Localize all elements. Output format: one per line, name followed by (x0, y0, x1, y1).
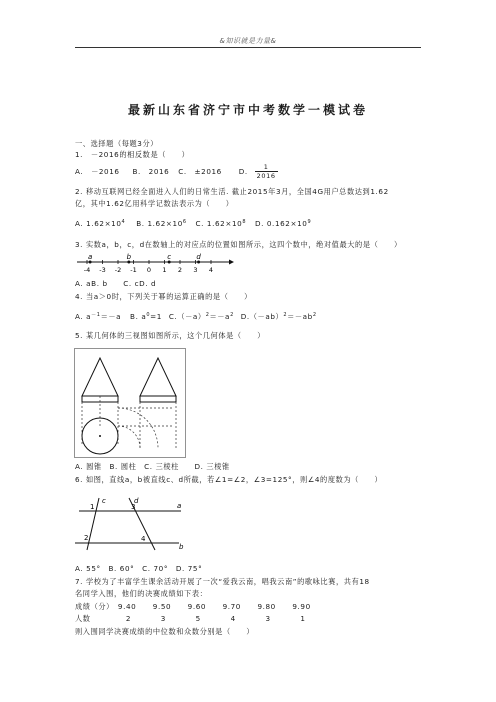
q4-option-c: $C.(-a)^2=-a^2$ (168, 312, 234, 321)
side-view-base (140, 396, 176, 402)
front-view-triangle (82, 358, 118, 396)
score-cell: 9.60 (187, 602, 207, 611)
q1-option-b: B. 2016 (132, 166, 170, 176)
number-line-point-label: b (126, 253, 132, 261)
label-d: d (134, 497, 139, 505)
side-view-triangle (140, 358, 176, 396)
row-label-score: 成绩（分） (75, 602, 114, 611)
figure-border (75, 349, 186, 458)
q2-stem-line2: 亿，其中1.62亿用科学记数法表示为（ ） (75, 199, 234, 208)
number-line-figure (75, 253, 235, 275)
projection-arc (118, 426, 140, 448)
score-cell: 9.80 (257, 602, 276, 611)
q5-options: A. 圆锥 B. 圆柱 C. 三棱柱 D. 三棱锥 (75, 462, 230, 471)
number-line-tick-label: 0 (146, 266, 152, 274)
score-table-row-counts (75, 614, 332, 624)
exam-title: 最新山东省济宁市中考数学一模试卷 (127, 103, 368, 117)
fraction-numerator: 1 (255, 163, 278, 172)
number-line-tick-label: 2 (177, 266, 183, 274)
score-cell: 9.90 (292, 602, 311, 611)
angle-3-label: 3 (131, 503, 136, 511)
q1-options (75, 163, 278, 180)
count-cell: 3 (160, 614, 166, 623)
number-line-tick-label: -4 (83, 266, 91, 274)
q7-question: 则入围同学决赛成绩的中位数和众数分别是（ ） (75, 627, 255, 636)
count-cell: 1 (300, 614, 306, 623)
number-line-tick-label: 1 (162, 266, 167, 274)
q2-option-a: A. $1.62\times 10^4$ (75, 219, 126, 228)
q3-options: A. aB. b C. cD. d (75, 279, 157, 288)
score-cell: 9.40 (117, 602, 137, 611)
label-c: c (102, 497, 106, 505)
number-line-tick-label: -2 (114, 266, 122, 274)
q1-fraction (255, 163, 278, 180)
q4-stem: 4. 当a＞0时，下列关于幂的运算正确的是（ ） (75, 292, 252, 301)
q2-option-b: B. $1.62\times 10^6$ (136, 219, 187, 228)
row-label-count: 人数 (75, 614, 91, 623)
number-line-tick-label: -3 (99, 266, 106, 274)
projection-arc (118, 408, 158, 448)
label-a: a (177, 502, 182, 510)
angle-4-label: 4 (141, 535, 146, 543)
q1-option-c: C. ±2016 (178, 166, 222, 176)
score-cell: 9.50 (152, 602, 172, 611)
angle-2-label: 2 (84, 534, 89, 542)
number-line-point-label: a (87, 253, 93, 261)
q2-stem-line1: 2. 移动互联网已经全面进入人们的日常生活. 截止2015年3月，全国4G用户总数达到1.62 (75, 187, 389, 196)
count-cell: 5 (195, 614, 201, 623)
q3-stem: 3. 实数a，b，c，d在数轴上的对应点的位置如图所示，这四个数中，绝对值最大的是（ ） (75, 240, 402, 249)
number-line-point-label: c (167, 253, 172, 261)
q1-stem: 1. －2016的相反数是（ ） (75, 150, 190, 159)
number-line-tick-label: -1 (130, 266, 137, 274)
count-cell: 2 (125, 614, 132, 623)
q4-option-a: A. $a^{-1}=-a$ (75, 312, 122, 321)
number-line-arrow (229, 260, 234, 265)
section-heading: 一、选择题（每题3分） (75, 139, 159, 148)
q5-stem: 5. 某几何体的三视图如图所示，这个几何体是（ ） (75, 331, 266, 340)
three-views-figure (74, 348, 186, 458)
top-view-center (99, 435, 101, 437)
q1-option-a: A. －2016 (75, 166, 120, 176)
fraction-denominator: 2016 (256, 172, 276, 180)
parallel-lines-figure (75, 494, 185, 552)
count-cell: 3 (265, 614, 271, 623)
angle-1-label: 1 (90, 503, 95, 511)
q2-options (75, 219, 311, 228)
q6-stem: 6. 如图，直线a，b被直线c、d所截，若∠1=∠2，∠3=125°，则∠4的度数为（ ） (75, 475, 383, 484)
number-line-tick-label: 4 (208, 266, 214, 274)
q4-option-b: B. $a^0=1$ (130, 312, 162, 321)
q2-option-d: D. $0.162\times 10^9$ (254, 219, 312, 228)
number-line-point-label: d (196, 253, 201, 261)
q7-stem-line2: 名同学入围，他们的决赛成绩如下表： (75, 589, 208, 598)
number-line-tick-label: 3 (193, 266, 198, 274)
page-header: &知识就是力量& (219, 37, 277, 45)
label-b: b (179, 543, 184, 551)
header-divider (75, 47, 421, 48)
q7-stem-line1: 7. 学校为了丰富学生课余活动开展了一次“爱我云南，唱我云南”的歌咏比赛，共有18 (75, 577, 370, 586)
q2-option-c: C. $1.62\times 10^8$ (195, 219, 247, 228)
score-cell: 9.70 (222, 602, 241, 611)
q4-options (75, 311, 317, 322)
count-cell: 4 (230, 614, 236, 623)
q6-options: A. 55° B. 60° C. 70° D. 75° (75, 564, 203, 573)
score-table-row-scores (75, 602, 324, 612)
q4-option-d: $D.(-ab)^2=-ab^2$ (240, 312, 317, 321)
q1-option-d: D. (238, 166, 248, 176)
